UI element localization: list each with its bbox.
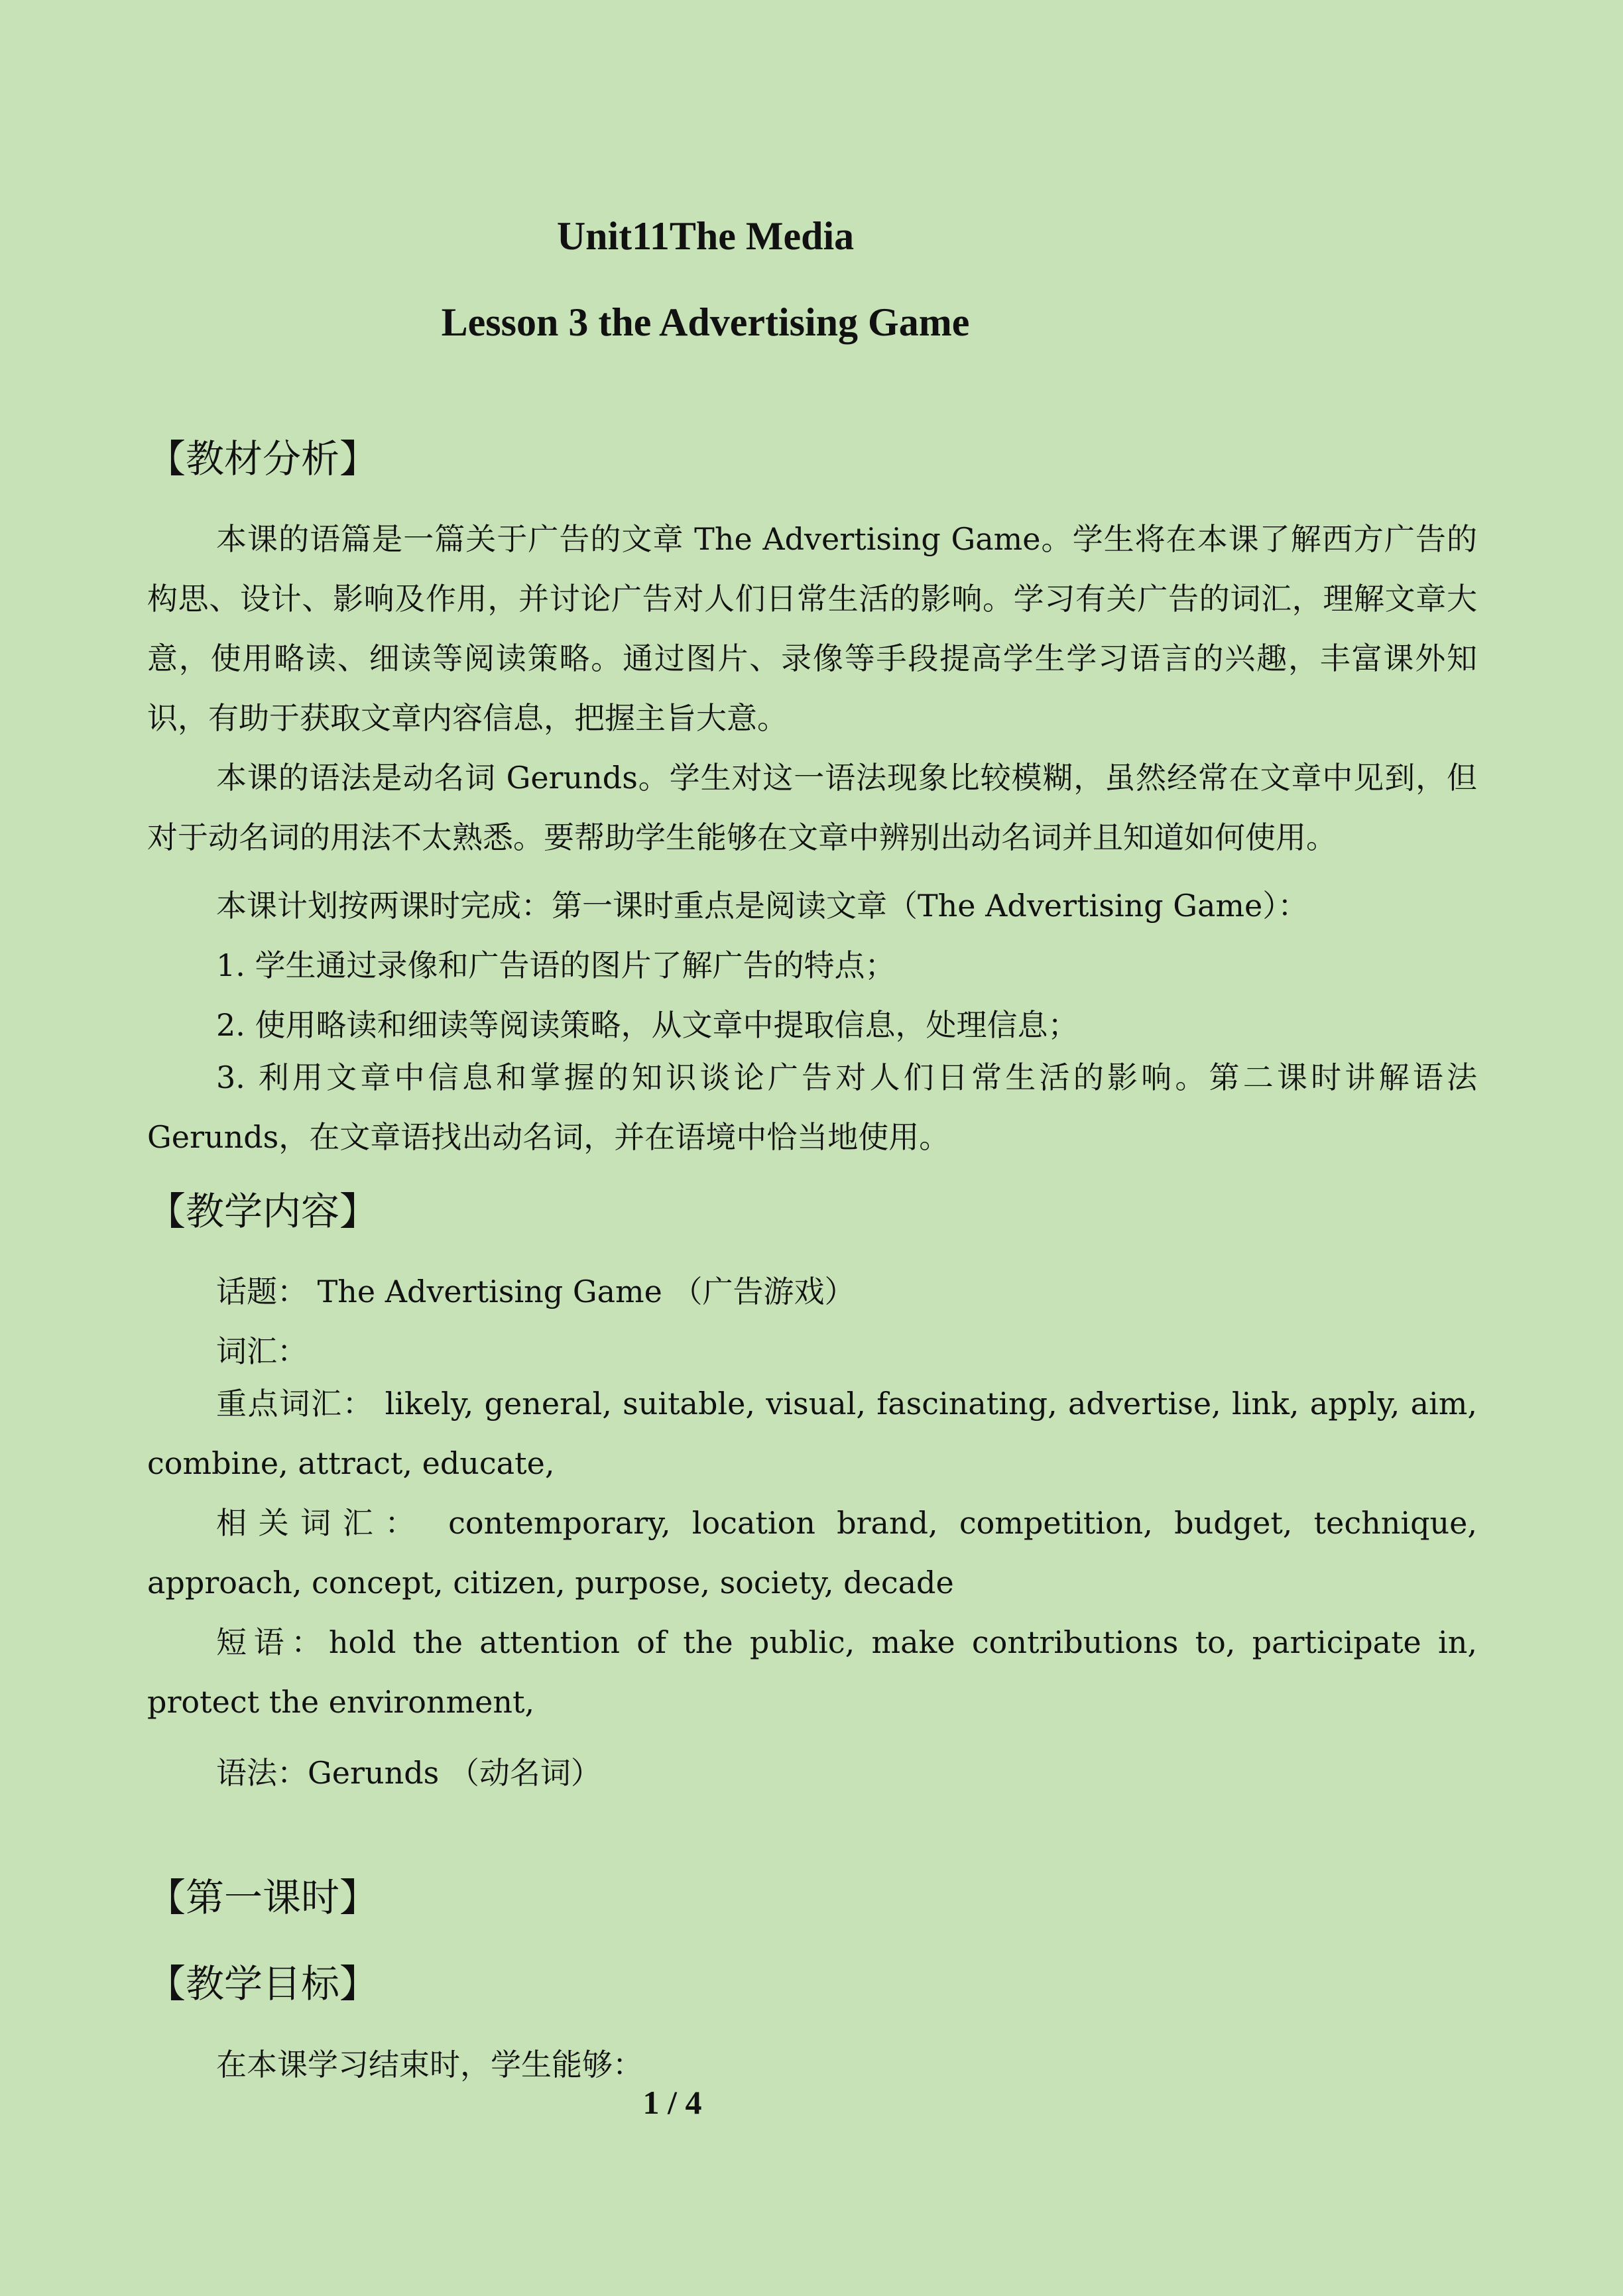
document-title: Unit11The Media <box>556 214 855 258</box>
document-subtitle: Lesson 3 the Advertising Game <box>441 300 970 344</box>
analysis-list-item-2: 2. 使用略读和细读等阅读策略，从文章中提取信息，处理信息； <box>216 1007 1079 1043</box>
section-heading-lesson-1: 【第一课时】 <box>147 1875 379 1920</box>
goals-intro: 在本课学习结束时，学生能够： <box>216 2047 643 2083</box>
page-number: 1 / 4 <box>642 2084 702 2121</box>
content-grammar: 语法：Gerunds （动名词） <box>216 1755 601 1791</box>
content-phrases: 短语：hold the attention of the public, make contributions to, participate in, protect the environment, <box>147 1624 1477 1720</box>
analysis-paragraph-1: 本课的语篇是一篇关于广告的文章 The Advertising Game。学生将在本课了解西方广告的构思、设计、影响及作用，并讨论广告对人们日常生活的影响。学习有关广告的词汇，理解文章大意，使用略读、细读等阅读策略。通过图片、录像等手段提高学生学习语言的兴趣，丰富课外知识，有助于获取文章内容信息，把握主旨大意。 <box>147 521 1477 736</box>
analysis-list-item-3: 3. 利用文章中信息和掌握的知识谈论广告对人们日常生活的影响。第二课时讲解语法 Gerunds，在文章语找出动名词，并在语境中恰当地使用。 <box>147 1059 1477 1155</box>
section-heading-goals: 【教学目标】 <box>147 1961 379 2006</box>
content-topic: 话题： The Advertising Game （广告游戏） <box>216 1274 855 1309</box>
content-related-vocabulary: 相关词汇： contemporary, location brand, competition, budget, technique, approach, concept, citizen, purpose, society, decade <box>147 1505 1477 1601</box>
section-heading-content: 【教学内容】 <box>147 1189 379 1234</box>
section-heading-analysis: 【教材分析】 <box>147 436 379 481</box>
content-vocab-label: 词汇： <box>216 1333 308 1369</box>
analysis-list-item-1: 1. 学生通过录像和广告语的图片了解广告的特点； <box>216 947 896 983</box>
analysis-paragraph-3: 本课计划按两课时完成：第一课时重点是阅读文章（The Advertising Game）： <box>216 888 1309 924</box>
content-key-vocabulary: 重点词汇： likely, general, suitable, visual, fascinating, advertise, link, apply, aim, combine, attract, educate, <box>147 1386 1477 1481</box>
analysis-paragraph-2: 本课的语法是动名词 Gerunds。学生对这一语法现象比较模糊，虽然经常在文章中见到，但对于动名词的用法不太熟悉。要帮助学生能够在文章中辨别出动名词并且知道如何使用。 <box>147 760 1477 855</box>
